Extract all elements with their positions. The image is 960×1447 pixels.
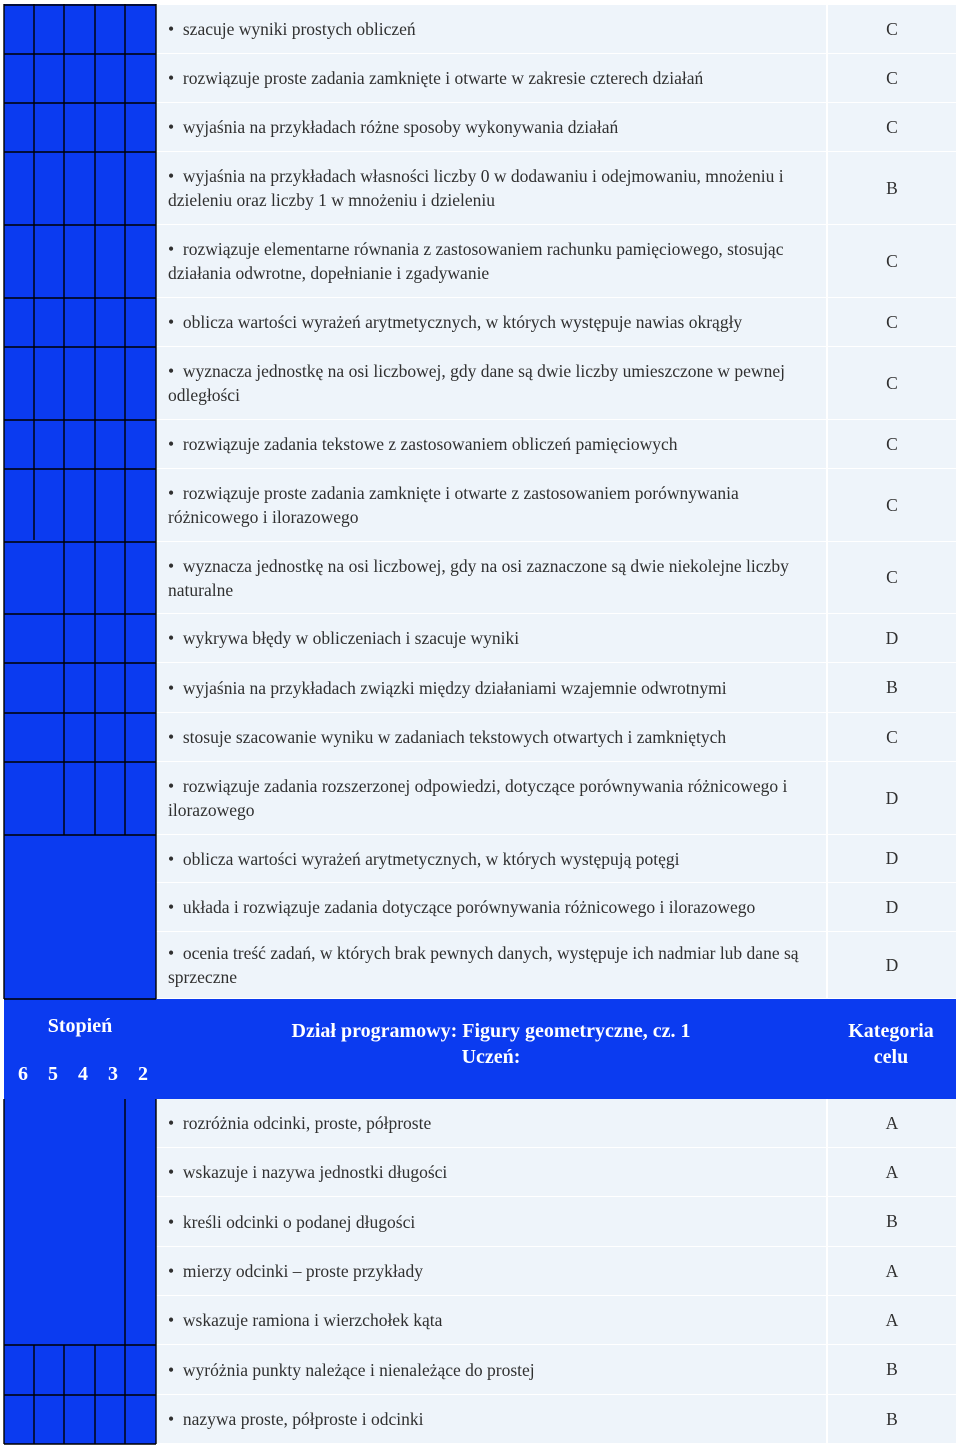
- stopien-label: Stopień: [47, 1015, 113, 1037]
- category-cell: D: [828, 762, 956, 835]
- grade-6: 6: [18, 1063, 28, 1085]
- requirement-text: • szacuje wyniki prostych obliczeń: [168, 19, 416, 39]
- category-cell: B: [828, 663, 956, 713]
- requirement-text: • wskazuje i nazywa jednostki długości: [168, 1162, 448, 1182]
- category-cell: C: [828, 713, 956, 762]
- category-cell: B: [828, 1345, 956, 1395]
- celu-label: celu: [873, 1046, 909, 1068]
- requirement-text: • rozwiązuje proste zadania zamknięte i otwarte z zastosowaniem porównywania różnicowego i ilorazowego: [168, 483, 739, 527]
- category-cell: B: [828, 1197, 956, 1247]
- requirement-text: • stosuje szacowanie wyniku w zadaniach tekstowych otwartych i zamkniętych: [168, 727, 727, 747]
- requirement-text: • rozwiązuje zadania rozszerzonej odpowiedzi, dotyczące porównywania różnicowego i ilorazowego: [168, 776, 788, 820]
- category-cell: C: [828, 542, 956, 614]
- requirement-text: • wyjaśnia na przykładach własności liczby 0 w dodawaniu i odejmowaniu, mnożeniu i dzieleniu oraz liczby 1 w mnożeniu i dzieleniu: [168, 166, 784, 210]
- requirement-text: • rozwiązuje zadania tekstowe z zastosowaniem obliczeń pamięciowych: [168, 434, 678, 454]
- requirement-text: • mierzy odcinki – proste przykłady: [168, 1261, 423, 1281]
- uczen-label: Uczeń:: [461, 1046, 521, 1068]
- requirement-text: • wyjaśnia na przykładach różne sposoby wykonywania działań: [168, 117, 619, 137]
- category-cell: C: [828, 103, 956, 152]
- requirement-text: • wyznacza jednostkę na osi liczbowej, gdy dane są dwie liczby umieszczone w pewnej odległości: [168, 361, 785, 405]
- dzial-title: Dział programowy: Figury geometryczne, cz. 1: [291, 1020, 691, 1042]
- grade-4: 4: [78, 1063, 88, 1085]
- grade-2: 2: [138, 1063, 148, 1085]
- grade-5: 5: [48, 1063, 58, 1085]
- requirement-text: • układa i rozwiązuje zadania dotyczące porównywania różnicowego i ilorazowego: [168, 897, 756, 917]
- requirement-text: • oblicza wartości wyrażeń arytmetycznych, w których występują potęgi: [168, 848, 680, 869]
- category-cell: D: [828, 835, 956, 883]
- requirement-text: • wykrywa błędy w obliczeniach i szacuje wyniki: [168, 628, 520, 648]
- requirement-text: • rozróżnia odcinki, proste, półproste: [168, 1113, 432, 1133]
- requirement-text: • oblicza wartości wyrażeń arytmetycznych, w których występuje nawias okrągły: [168, 312, 743, 332]
- category-cell: C: [828, 5, 956, 54]
- category-cell: A: [828, 1296, 956, 1345]
- category-cell: A: [828, 1099, 956, 1148]
- category-cell: D: [828, 932, 956, 999]
- category-cell: D: [828, 614, 956, 663]
- kategoria-label: Kategoria: [848, 1020, 934, 1042]
- requirement-text: • rozwiązuje elementarne równania z zastosowaniem rachunku pamięciowego, stosując działania odwrotne, dopełnianie i zgadywanie: [168, 239, 784, 283]
- category-cell: C: [828, 225, 956, 298]
- category-cell: A: [828, 1247, 956, 1296]
- category-cell: B: [828, 1395, 956, 1444]
- requirement-text: • nazywa proste, półproste i odcinki: [168, 1409, 424, 1429]
- requirement-text: • ocenia treść zadań, w których brak pewnych danych, występuje ich nadmiar lub dane są sprzeczne: [168, 943, 799, 987]
- category-cell: C: [828, 347, 956, 420]
- requirement-text: • wyznacza jednostkę na osi liczbowej, gdy na osi zaznaczone są dwie niekolejne liczby naturalne: [168, 555, 789, 600]
- requirement-text: • wskazuje ramiona i wierzchołek kąta: [168, 1310, 443, 1330]
- requirement-text: • kreśli odcinki o podanej długości: [168, 1211, 416, 1232]
- grade-3: 3: [108, 1063, 118, 1085]
- category-cell: B: [828, 152, 956, 225]
- requirement-text: • rozwiązuje proste zadania zamknięte i otwarte w zakresie czterech działań: [168, 68, 704, 88]
- category-cell: A: [828, 1148, 956, 1197]
- category-cell: C: [828, 420, 956, 469]
- requirement-text: • wyjaśnia na przykładach związki między działaniami wzajemnie odwrotnymi: [168, 677, 727, 698]
- category-cell: D: [828, 883, 956, 932]
- requirement-text: • wyróżnia punkty należące i nienależące do prostej: [168, 1359, 535, 1380]
- category-cell: C: [828, 54, 956, 103]
- category-cell: C: [828, 298, 956, 347]
- category-cell: C: [828, 469, 956, 542]
